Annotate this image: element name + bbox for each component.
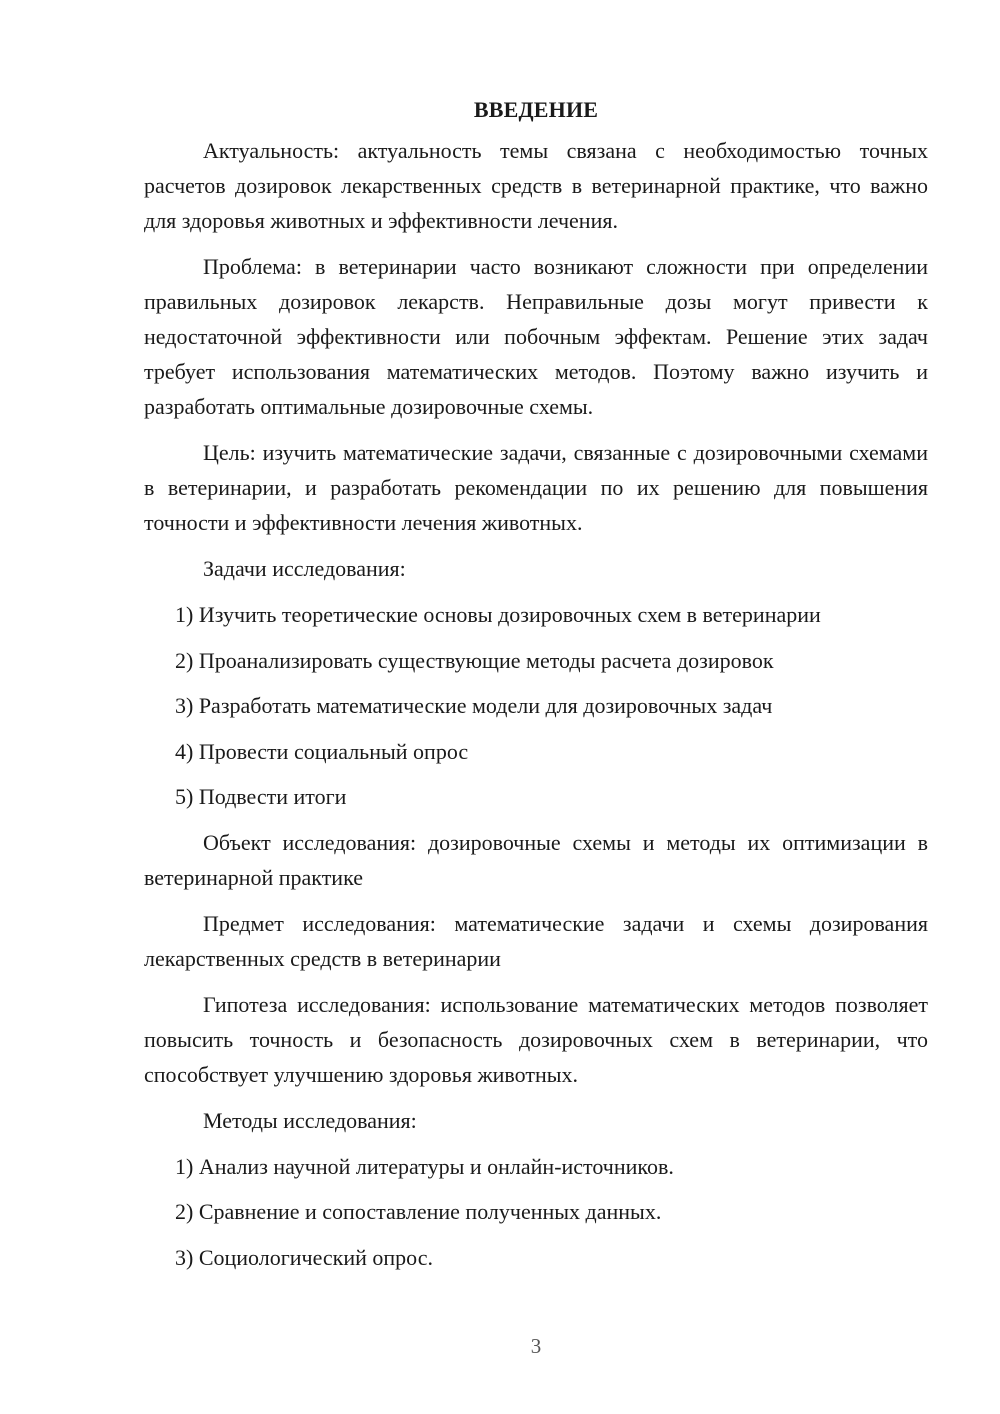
list-item: 2) Проанализировать существующие методы расчета дозировок [175, 647, 774, 673]
tasks-heading: Задачи исследования: [203, 556, 406, 581]
list-item: 5) Подвести итоги [175, 784, 347, 809]
list-item: 3) Социологический опрос. [175, 1244, 433, 1270]
list-item: 3) Разработать математические модели для дозировочных задач [175, 693, 773, 718]
section-title: ВВЕДЕНИЕ [473, 97, 599, 122]
tasks-list [144, 597, 928, 814]
methods-heading: Методы исследования: [203, 1107, 417, 1133]
document-body [144, 92, 928, 1285]
list-item: 1) Изучить теоретические основы дозировочных схем в ветеринарии [175, 602, 821, 627]
list-item: 2) Сравнение и сопоставление полученных данных. [175, 1199, 662, 1224]
hypothesis-paragraph: Гипотеза исследования: использование математических методов позволяет повысить точность и безопасность дозировочных схем в ветеринарии, что способствует улучшению здоровья животных. [144, 991, 928, 1087]
relevance-paragraph: Актуальность: актуальность темы связана с необходимостью точных расчетов дозировок лекарственных средств в ветеринарной практике, что важно для здоровья животных и эффективности лечения. [144, 138, 928, 233]
subject-paragraph: Предмет исследования: математические задачи и схемы дозирования лекарственных средств в ветеринарии [144, 910, 928, 971]
goal-paragraph: Цель: изучить математические задачи, связанные с дозировочными схемами в ветеринарии, и разработать рекомендации по их решению для повышения точности и эффективности лечения животных. [144, 440, 928, 535]
methods-list [144, 1149, 928, 1275]
list-item: 4) Провести социальный опрос [175, 738, 469, 764]
page-number: 3 [530, 1334, 542, 1358]
problem-paragraph: Проблема: в ветеринарии часто возникают сложности при определении правильных дозировок лекарств. Неправильные дозы могут привести к недостаточной эффективности или побочным эффектам. Решение этих задач требует использования математических методов. Поэтому важно изучить и разработать оптимальные дозировочные схемы. [144, 254, 928, 419]
object-paragraph: Объект исследования: дозировочные схемы и методы их оптимизации в ветеринарной практике [144, 829, 928, 890]
list-item: 1) Анализ научной литературы и онлайн-источников. [175, 1153, 674, 1179]
